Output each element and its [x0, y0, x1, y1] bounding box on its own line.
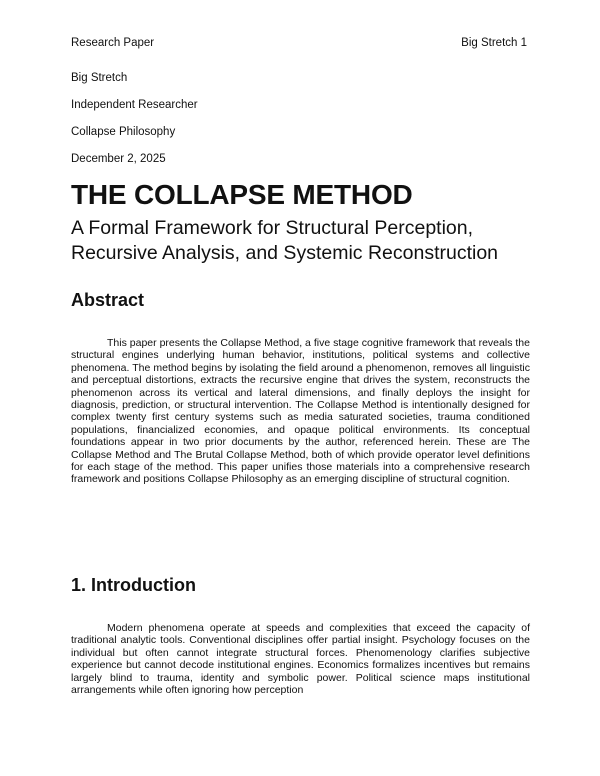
date: December 2, 2025: [71, 153, 166, 165]
author-affiliation: Independent Researcher: [71, 99, 198, 111]
author-name: Big Stretch: [71, 72, 128, 84]
running-header-left: Research Paper: [71, 37, 155, 49]
running-header-right: Big Stretch 1: [461, 37, 527, 49]
introduction-text: Modern phenomena operate at speeds and complexities that exceed the capacity of traditional analytic tools. Conventional disciplines offer partial insight. Psychology focuses on the individual but often cannot integrate structural forces. Phenomenology clarifies subjective experience but cannot decode institutional engines. Economics formalizes incentives but remains largely blind to trauma, identity and symbolic power. Political science maps institutional arrangements while often ignoring how perception: [71, 622, 530, 697]
paper-title: THE COLLAPSE METHOD: [71, 179, 413, 210]
field-name: Collapse Philosophy: [71, 126, 176, 138]
introduction-heading: 1. Introduction: [71, 575, 196, 595]
abstract-text: This paper presents the Collapse Method, a five stage cognitive framework that reveals the structural engines underlying human behavior, institutions, political systems and collective phenomena. The method begins by isolating the field around a phenomenon, removes all linguistic and perceptual distortions, extracts the recursive engine that drives the system, reconstructs the phenomenon across its vertical and lateral dimensions, and finally deploys the insight for diagnosis, prediction, or structural intervention. The Collapse Method is intentionally designed for complex twenty first century systems such as media saturated societies, trauma conditioned populations, financialized economies, and opaque political environments. Its conceptual foundations appear in two prior documents by the author, referenced herein. These are The Collapse Method and The Brutal Collapse Method, both of which provide operator level definitions for each stage of the method. This paper unifies those materials into a comprehensive research framework and positions Collapse Philosophy as an emerging discipline of structural cognition.: [71, 337, 530, 486]
abstract-heading: Abstract: [71, 290, 145, 310]
paper-subtitle: A Formal Framework for Structural Perception, Recursive Analysis, and Systemic Reconstruction: [71, 217, 499, 264]
